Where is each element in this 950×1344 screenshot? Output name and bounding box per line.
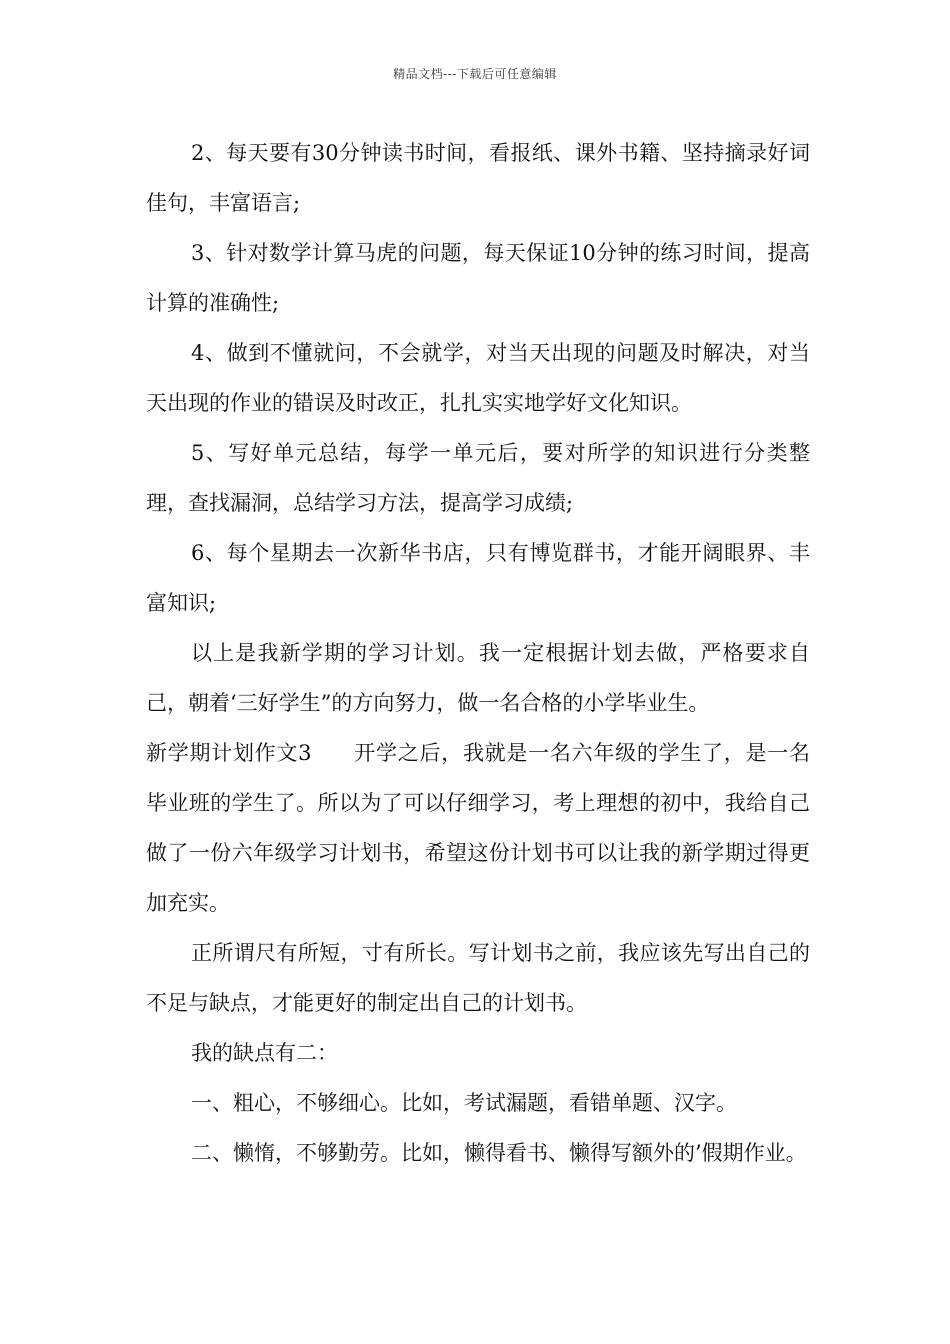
page-header: 精品文档---下载后可任意编辑 bbox=[393, 67, 557, 81]
paragraph-item-4: 4、做到不懂就问，不会就学，对当天出现的问题及时解决，对当天出现的作业的错误及时改正，扎扎实实地学好文化知识。 bbox=[146, 341, 810, 415]
paragraph-shortcomings-heading: 我的缺点有二： bbox=[191, 1041, 338, 1065]
paragraph-conclusion: 以上是我新学期的学习计划。我一定根据计划去做，严格要求自己，朝着‘三好学生”的方向努力，做一名合格的小学毕业生。 bbox=[146, 641, 810, 715]
paragraph-item-5: 5、写好单元总结，每学一单元后，要对所学的知识进行分类整理，查找漏洞，总结学习方法，提高学习成绩; bbox=[146, 441, 810, 515]
paragraph-shortcoming-1: 一、粗心，不够细心。比如，考试漏题，看错单题、汉字。 bbox=[191, 1091, 737, 1115]
paragraph-shortcomings-intro: 正所谓尺有所短，寸有所长。写计划书之前，我应该先写出自己的不足与缺点，才能更好的制定出自己的计划书。 bbox=[146, 941, 810, 1015]
paragraph-item-2: 2、每天要有30分钟读书时间，看报纸、课外书籍、坚持摘录好词佳句，丰富语言; bbox=[146, 141, 810, 215]
paragraph-item-6: 6、每个星期去一次新华书店，只有博览群书，才能开阔眼界、丰富知识; bbox=[146, 541, 810, 615]
document-body bbox=[146, 128, 810, 1178]
section-intro-text: 开学之后，我就是一名六年级的学生了，是一名毕业班的学生了。所以为了可以仔细学习，考上理想的初中，我给自己做了一份六年级学习计划书，希望这份计划书可以让我的新学期过得更加充实。 bbox=[146, 741, 810, 915]
section-title: 新学期计划作文3 bbox=[146, 741, 312, 765]
section-paragraph bbox=[146, 728, 810, 928]
paragraph-item-3: 3、针对数学计算马虎的问题，每天保证10分钟的练习时间，提高计算的准确性; bbox=[146, 241, 810, 315]
paragraph-shortcoming-2: 二、懒惰，不够勤劳。比如，懒得看书、懒得写额外的’假期作业。 bbox=[191, 1141, 807, 1165]
